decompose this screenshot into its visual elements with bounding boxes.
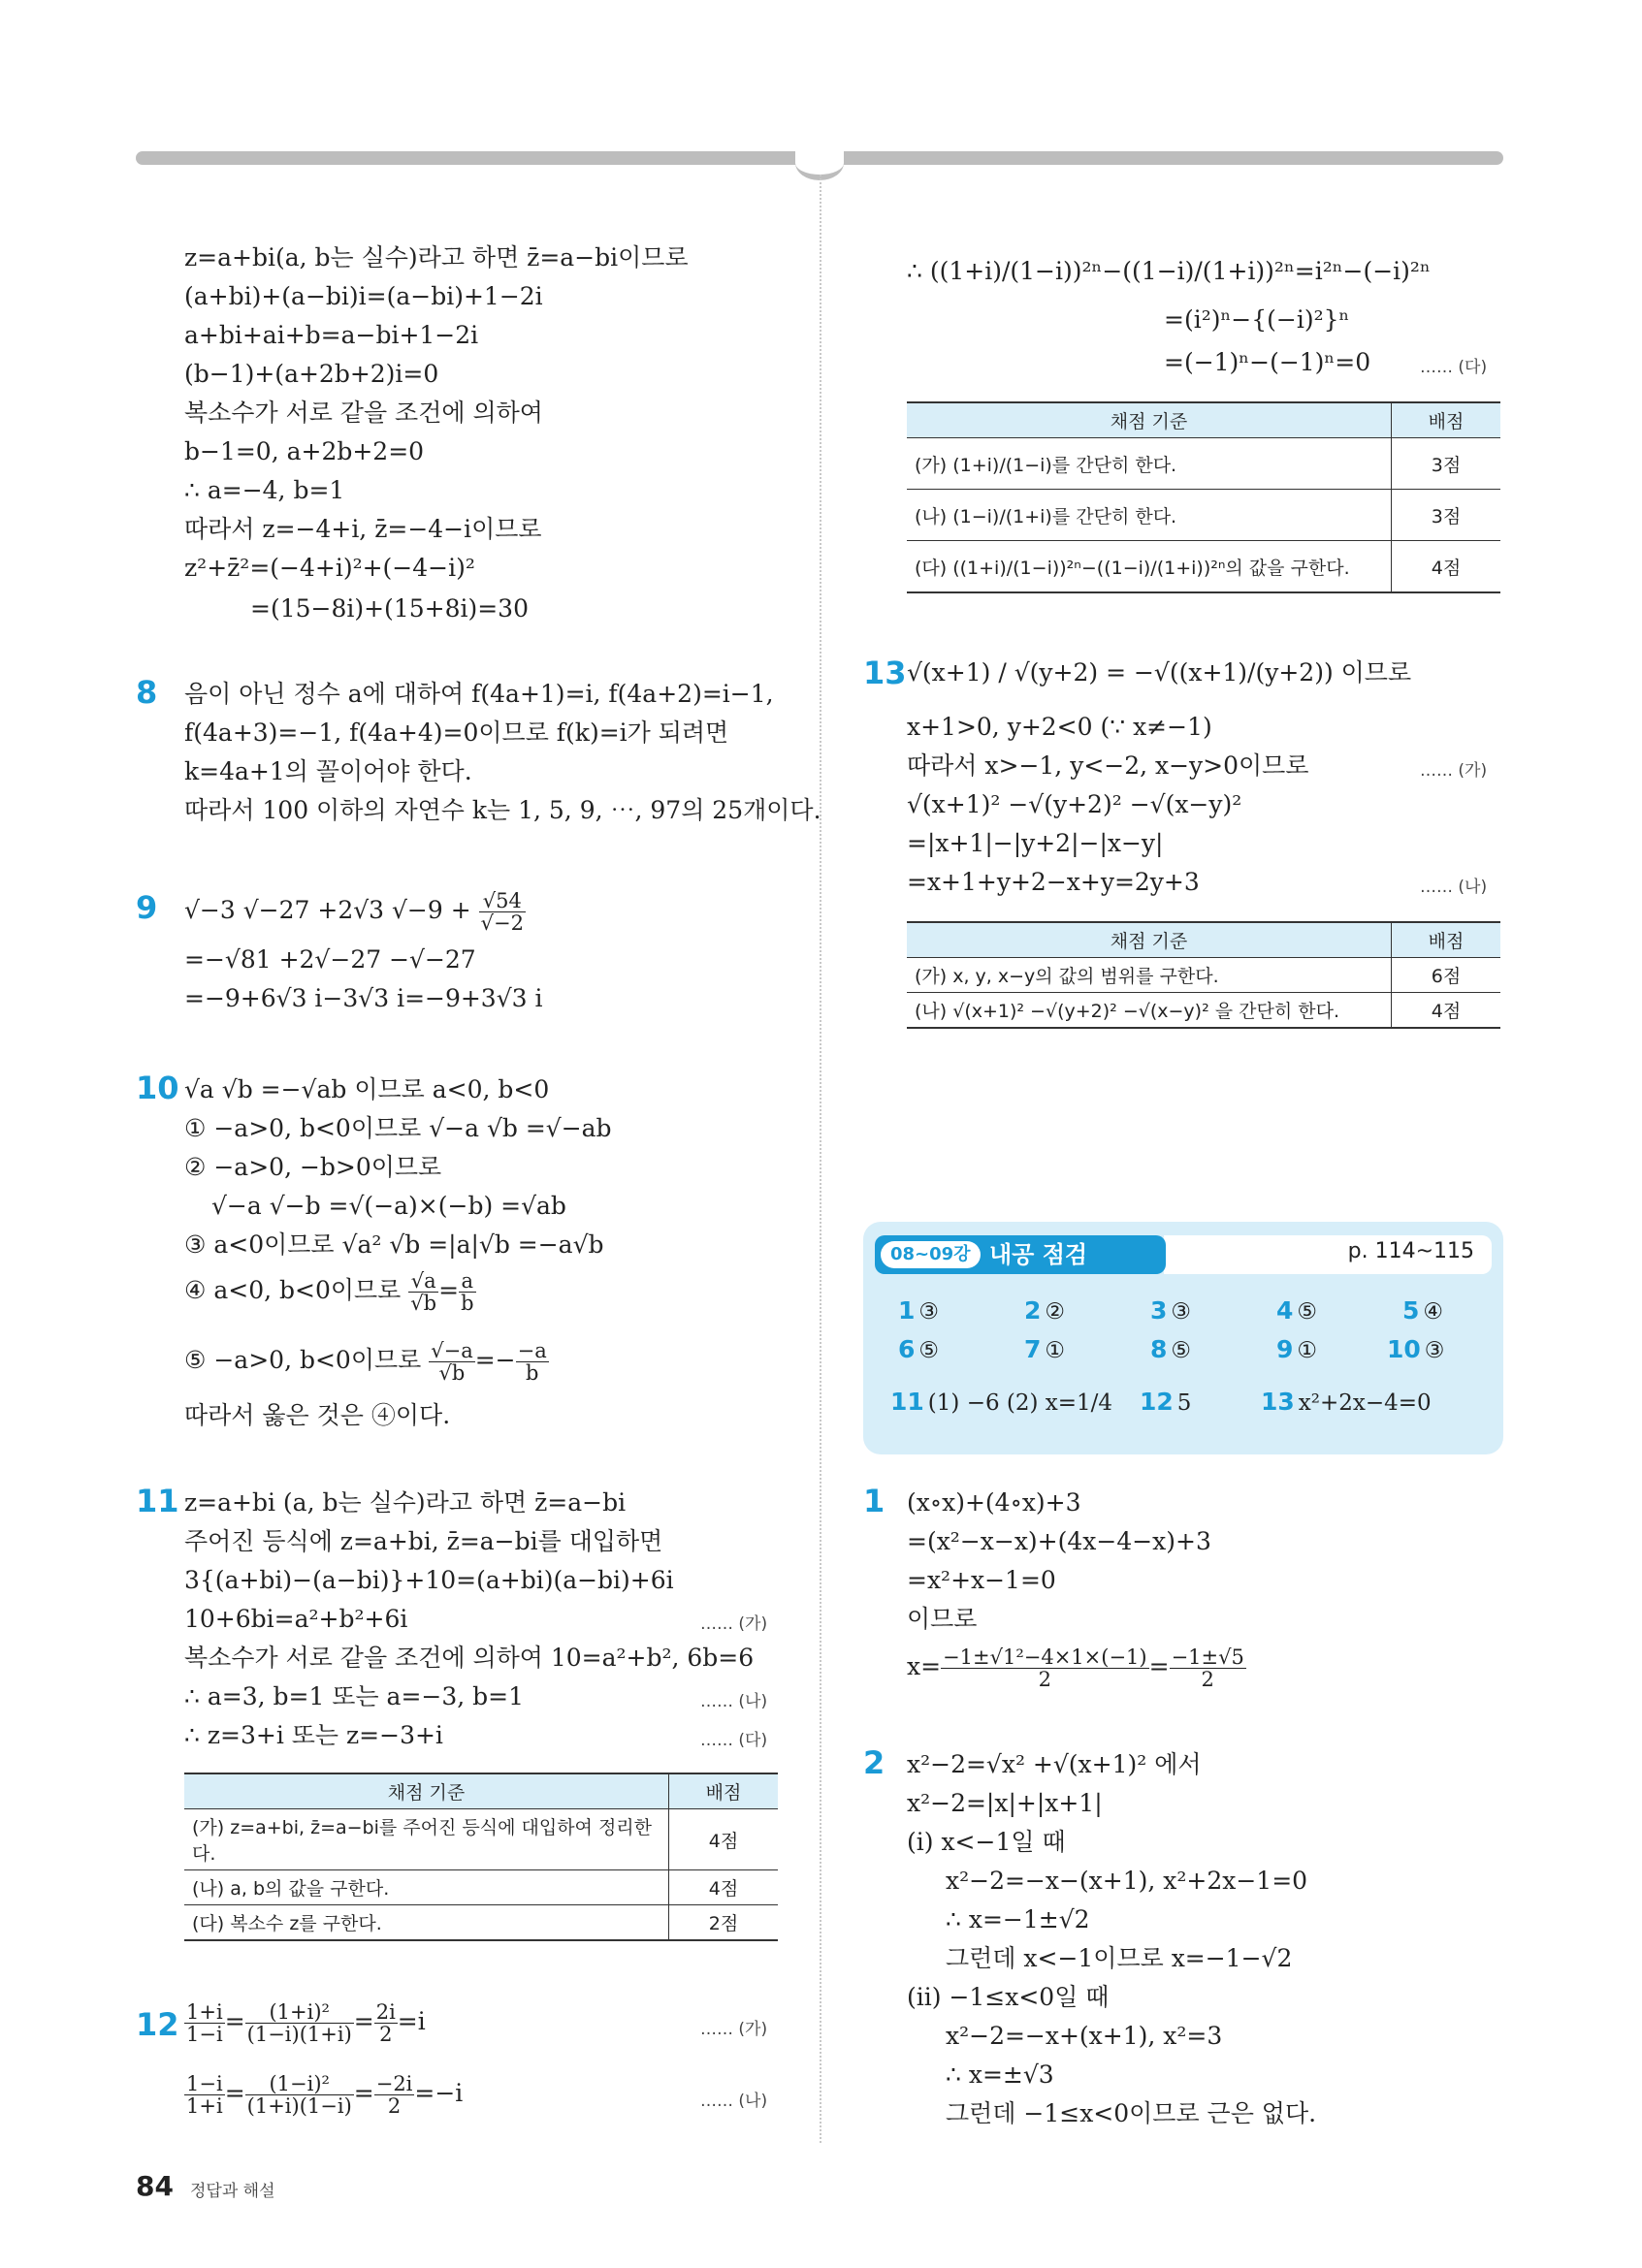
step-mark: …… (가) — [1420, 761, 1488, 781]
p10-line: ③ a<0이므로 √a² √b =|a|√b =−a√b — [184, 1230, 604, 1259]
answer-value: 5 — [1176, 1390, 1192, 1416]
p11-line: 10+6bi=a²+b²+6i — [184, 1605, 408, 1633]
table-cell: (나) √(x+1)² −√(y+2)² −√(x−y)² 을 간단히 한다. — [907, 993, 1392, 1029]
table-cell: 3점 — [1392, 490, 1501, 541]
frac-numerator: −1±√1²−4×1×(−1) — [943, 1645, 1147, 1669]
frac-numerator: 2i — [375, 2000, 396, 2024]
step-mark: …… (다) — [1420, 358, 1488, 377]
s2-line: ∴ x=±√3 — [946, 2060, 1054, 2089]
frac-numerator: 1−i — [186, 2072, 223, 2095]
p7-line: =(15−8i)+(15+8i)=30 — [250, 594, 529, 623]
s2-line: 그런데 −1≤x<0이므로 근은 없다. — [946, 2099, 1317, 2127]
p10-line: ① −a>0, b<0이므로 √−a √b =√−ab — [184, 1114, 612, 1142]
frac-denominator: √b — [438, 1361, 466, 1385]
p13-line: =|x+1|−|y+2|−|x−y| — [907, 829, 1164, 857]
p12-result: =i — [397, 2007, 426, 2035]
problem-number: 11 — [136, 1483, 179, 1519]
answer-number: 4 — [1276, 1296, 1294, 1325]
p9-line: =−9+6√3 i−3√3 i=−9+3√3 i — [184, 984, 543, 1012]
p11-line: 복소수가 서로 같을 조건에 의하여 10=a²+b², 6b=6 — [184, 1644, 755, 1672]
frac-denominator: √b — [410, 1292, 437, 1315]
answer-value: (1) −6 (2) x=1/4 — [927, 1390, 1113, 1416]
p10-eq: = — [438, 1276, 460, 1304]
p10-eq: =− — [474, 1346, 516, 1374]
p10-line: √a √b =−√ab 이므로 a<0, b<0 — [184, 1075, 550, 1103]
frac-denominator: (1−i)(1+i) — [246, 2023, 352, 2046]
p8-line: 음이 아닌 정수 a에 대하여 f(4a+1)=i, f(4a+2)=i−1, — [184, 680, 774, 708]
s1-line: x= $\frac{\text{−1±√1²−4×1×(−1)}}{2}$ = $\frac{-1\pm√5}{2}$ — [907, 1645, 1244, 1691]
scoring-table — [907, 401, 1500, 593]
step-mark: …… (가) — [700, 1614, 768, 1634]
p13-line: =x+1+y+2−x+y=2y+3 — [907, 868, 1200, 896]
step-mark: …… (가) — [700, 2020, 768, 2039]
p12-fraction — [184, 2001, 225, 2045]
p11-line: ∴ a=3, b=1 또는 a=−3, b=1 — [184, 1682, 525, 1710]
frac-denominator: 2 — [1201, 1668, 1214, 1691]
page-range: p. 114~115 — [1347, 1239, 1474, 1263]
scoring-table — [907, 921, 1500, 1029]
table-cell: 4점 — [669, 1809, 779, 1870]
answer-number: 13 — [1261, 1388, 1295, 1416]
answer-number: 11 — [890, 1388, 924, 1416]
p7-line: b−1=0, a+2b+2=0 — [184, 437, 425, 465]
table-cell: (가) z=a+bi, z̄=a−bi를 주어진 등식에 대입하여 정리한다. — [184, 1809, 669, 1870]
p10-fraction — [459, 1270, 475, 1314]
s2-line: 그런데 x<−1이므로 x=−1−√2 — [946, 1944, 1293, 1972]
frac-numerator: 1+i — [186, 2000, 223, 2024]
answer-item — [1261, 1387, 1432, 1419]
p10-cond: ④ a<0, b<0이므로 — [184, 1276, 402, 1304]
frac-denominator: 1−i — [186, 2023, 223, 2046]
frac-numerator: (1−i)² — [245, 2073, 354, 2095]
step-mark: …… (나) — [700, 2092, 768, 2111]
p7-line: z=a+bi(a, b는 실수)라고 하면 z̄=a−bi이므로 — [184, 243, 689, 272]
p10-line — [184, 1270, 476, 1314]
p12-cont-line: =(i²)ⁿ−{(−i)²}ⁿ — [1164, 305, 1350, 334]
step-mark: …… (나) — [1420, 878, 1488, 897]
p12-fraction — [245, 2073, 354, 2117]
p7-line: ∴ a=−4, b=1 — [184, 476, 345, 504]
p7-line: a+bi+ai+b=a−bi+1−2i — [184, 321, 479, 349]
frac-numerator: √a — [408, 1270, 438, 1293]
p11-line: 주어진 등식에 z=a+bi, z̄=a−bi를 대입하면 — [184, 1527, 663, 1555]
table-cell: (가) (1+i)/(1−i)를 간단히 한다. — [907, 438, 1392, 490]
s1-line: =x²+x−1=0 — [907, 1566, 1056, 1594]
p13-line: x+1>0, y+2<0 (∵ x≠−1) — [907, 713, 1212, 741]
answer-value: ⑤ — [1297, 1299, 1318, 1325]
answer-number: 5 — [1402, 1296, 1420, 1325]
answer-value: ① — [1045, 1338, 1066, 1363]
answer-value: x²+2x−4=0 — [1298, 1390, 1432, 1416]
p11-line: ∴ z=3+i 또는 z=−3+i — [184, 1721, 443, 1749]
answer-item — [1387, 1334, 1444, 1366]
p8-line: f(4a+3)=−1, f(4a+4)=0이므로 f(k)=i가 되려면 — [184, 719, 729, 747]
s1-line: (x∘x)+(4∘x)+3 — [907, 1488, 1081, 1517]
answer-number: 3 — [1150, 1296, 1168, 1325]
problem-number: 8 — [136, 674, 158, 711]
s1-line: 이므로 — [907, 1605, 978, 1633]
table-header: 배점 — [1392, 402, 1501, 438]
p8-line: 따라서 100 이하의 자연수 k는 1, 5, 9, ⋯, 97의 25개이다. — [184, 796, 821, 824]
answer-value: ④ — [1423, 1299, 1444, 1325]
frac-numerator: −2i — [375, 2072, 413, 2095]
s2-line: x²−2=√x² +√(x+1)² 에서 — [907, 1750, 1202, 1778]
box-title-tab — [875, 1235, 1166, 1274]
frac-numerator: (1+i)² — [245, 2001, 354, 2024]
s1-fraction — [941, 1646, 1149, 1690]
frac-denominator: 1+i — [186, 2094, 223, 2118]
p10-line: 따라서 옳은 것은 ④이다. — [184, 1401, 451, 1429]
answer-number: 10 — [1387, 1335, 1421, 1363]
frac-numerator: √54 — [479, 890, 526, 912]
table-cell: 4점 — [669, 1870, 779, 1905]
frac-denominator: 2 — [379, 2023, 393, 2046]
s1-x: x= — [907, 1652, 942, 1680]
s2-line: (ii) −1≤x<0일 때 — [907, 1983, 1110, 2011]
table-cell: (가) x, y, x−y의 값의 범위를 구한다. — [907, 958, 1392, 993]
answer-check-box — [863, 1222, 1503, 1454]
answer-item — [1140, 1387, 1191, 1419]
p9-fraction — [479, 890, 526, 934]
step-mark: …… (나) — [700, 1692, 768, 1711]
answer-item — [1024, 1334, 1065, 1366]
s2-line: ∴ x=−1±√2 — [946, 1905, 1090, 1933]
p9-line — [184, 890, 526, 934]
s2-line: x²−2=|x|+|x+1| — [907, 1789, 1103, 1817]
p7-line: (a+bi)+(a−bi)i=(a−bi)+1−2i — [184, 282, 543, 310]
p10-fraction — [429, 1340, 475, 1384]
problem-number: 12 — [136, 2006, 179, 2043]
p12-line: $\frac{1-i}{1+i}$ = $\frac{\text{(1−i)²}}{(1+i)(1-i)}$ = $\frac{-2i}{2}$ =−i — [186, 2072, 464, 2118]
answer-number: 2 — [1024, 1296, 1042, 1325]
frac-numerator: a — [459, 1270, 475, 1293]
p7-line: 복소수가 서로 같을 조건에 의하여 — [184, 399, 543, 427]
table-header: 채점 기준 — [184, 1773, 669, 1809]
answer-number: 1 — [898, 1296, 916, 1325]
p11-line: z=a+bi (a, b는 실수)라고 하면 z̄=a−bi — [184, 1488, 627, 1517]
table-header: 배점 — [669, 1773, 779, 1809]
answer-number: 6 — [898, 1335, 916, 1363]
table-cell: 6점 — [1392, 958, 1501, 993]
p12-fraction — [245, 2001, 354, 2045]
page-number: 84 — [136, 2170, 174, 2202]
answer-value: ② — [1045, 1299, 1066, 1325]
table-cell: 4점 — [1392, 993, 1501, 1029]
answer-number: 8 — [1150, 1335, 1168, 1363]
s2-line: x²−2=−x+(x+1), x²=3 — [946, 2022, 1223, 2050]
frac-denominator: 2 — [387, 2094, 402, 2118]
frac-numerator: √−a — [431, 1339, 473, 1362]
table-header: 배점 — [1392, 922, 1501, 958]
answer-item — [1276, 1334, 1317, 1366]
p7-line: 따라서 z=−4+i, z̄=−4−i이므로 — [184, 515, 542, 543]
s2-line: x²−2=−x−(x+1), x²+2x−1=0 — [946, 1867, 1308, 1895]
table-cell: (나) a, b의 값을 구한다. — [184, 1870, 669, 1905]
p7-line: z²+z̄²=(−4+i)²+(−4−i)² — [184, 554, 475, 582]
lesson-badge: 08~09강 — [881, 1241, 981, 1268]
answer-number: 12 — [1140, 1388, 1174, 1416]
answer-item — [898, 1334, 939, 1366]
problem-number: 1 — [863, 1483, 885, 1519]
table-header: 채점 기준 — [907, 922, 1392, 958]
p11-line: 3{(a+bi)−(a−bi)}+10=(a+bi)(a−bi)+6i — [184, 1566, 674, 1594]
p12-line: $\frac{1+i}{1-i}$ = $\frac{\text{(1+i)²}}{(1-i)(1+i)}$ = $\frac{2i}{2}$ =i — [186, 2000, 426, 2046]
table-cell: (다) ((1+i)/(1−i))²ⁿ−((1−i)/(1+i))²ⁿ의 값을 구한다. — [907, 541, 1392, 593]
table-cell: 2점 — [669, 1905, 779, 1941]
frac-denominator: b — [525, 1361, 539, 1385]
p9-line: =−√81 +2√−27 −√−27 — [184, 945, 476, 974]
p10-line: ② −a>0, −b>0이므로 — [184, 1153, 442, 1181]
answer-item — [890, 1387, 1112, 1419]
p10-line: √−a √−b =√(−a)×(−b) =√ab — [211, 1192, 566, 1220]
s1-fraction — [1170, 1646, 1246, 1690]
frac-denominator: b — [461, 1292, 474, 1315]
s2-line: (i) x<−1일 때 — [907, 1828, 1066, 1856]
table-cell: (나) (1−i)/(1+i)를 간단히 한다. — [907, 490, 1392, 541]
answer-value: ③ — [1171, 1299, 1192, 1325]
p12-cont-line: ∴ ((1+i)/(1−i))²ⁿ−((1−i)/(1+i))²ⁿ=i²ⁿ−(−i)²ⁿ — [907, 257, 1431, 285]
p12-result: =−i — [414, 2079, 464, 2107]
answer-value: ③ — [918, 1299, 940, 1325]
answer-value: ⑤ — [1171, 1338, 1192, 1363]
p10-line — [184, 1340, 549, 1384]
answer-item — [1150, 1295, 1191, 1327]
frac-numerator: −1±√5 — [1171, 1645, 1244, 1669]
frac-denominator: (1+i)(1−i) — [246, 2094, 352, 2118]
problem-number: 13 — [863, 655, 907, 691]
step-mark: …… (다) — [700, 1731, 768, 1750]
table-header: 채점 기준 — [907, 402, 1392, 438]
p8-line: k=4a+1의 꼴이어야 한다. — [184, 757, 472, 785]
p12-fraction — [374, 2073, 415, 2117]
table-cell: 4점 — [1392, 541, 1501, 593]
p10-fraction — [408, 1270, 438, 1314]
answer-value: ⑤ — [918, 1338, 940, 1363]
s1-line: =(x²−x−x)+(4x−4−x)+3 — [907, 1527, 1211, 1555]
answer-item — [1402, 1295, 1443, 1327]
p10-fraction — [516, 1340, 549, 1384]
scoring-table — [184, 1773, 778, 1941]
frac-denominator: 2 — [1038, 1668, 1052, 1691]
column-divider — [820, 175, 821, 2143]
p12-fraction — [374, 2001, 398, 2045]
answer-item — [898, 1295, 939, 1327]
p13-line: √(x+1) / √(y+2) = −√((x+1)/(y+2)) 이므로 — [907, 658, 1412, 687]
answer-item — [1276, 1295, 1317, 1327]
answer-item — [1150, 1334, 1191, 1366]
frac-numerator: −a — [517, 1339, 547, 1362]
p10-cond: ⑤ −a>0, b<0이므로 — [184, 1346, 422, 1374]
table-cell: (다) 복소수 z를 구한다. — [184, 1905, 669, 1941]
p12-fraction — [184, 2073, 225, 2117]
p9-expr: √−3 √−27 +2√3 √−9 + — [184, 896, 471, 924]
problem-number: 2 — [863, 1744, 885, 1781]
answer-number: 7 — [1024, 1335, 1042, 1363]
answer-value: ③ — [1424, 1338, 1445, 1363]
answer-item — [1024, 1295, 1065, 1327]
p13-line: √(x+1)² −√(y+2)² −√(x−y)² — [907, 790, 1242, 818]
problem-number: 9 — [136, 889, 158, 926]
p13-line: 따라서 x>−1, y<−2, x−y>0이므로 — [907, 751, 1309, 780]
frac-denominator: √−2 — [480, 911, 524, 935]
footer-label: 정답과 해설 — [190, 2182, 275, 2201]
answer-value: ① — [1297, 1338, 1318, 1363]
p7-line: (b−1)+(a+2b+2)i=0 — [184, 360, 439, 388]
box-title: 내공 점검 — [989, 1241, 1088, 1268]
problem-number: 10 — [136, 1070, 179, 1106]
table-cell: 3점 — [1392, 438, 1501, 490]
answer-number: 9 — [1276, 1335, 1294, 1363]
p12-cont-line: =(−1)ⁿ−(−1)ⁿ=0 — [1164, 348, 1371, 376]
